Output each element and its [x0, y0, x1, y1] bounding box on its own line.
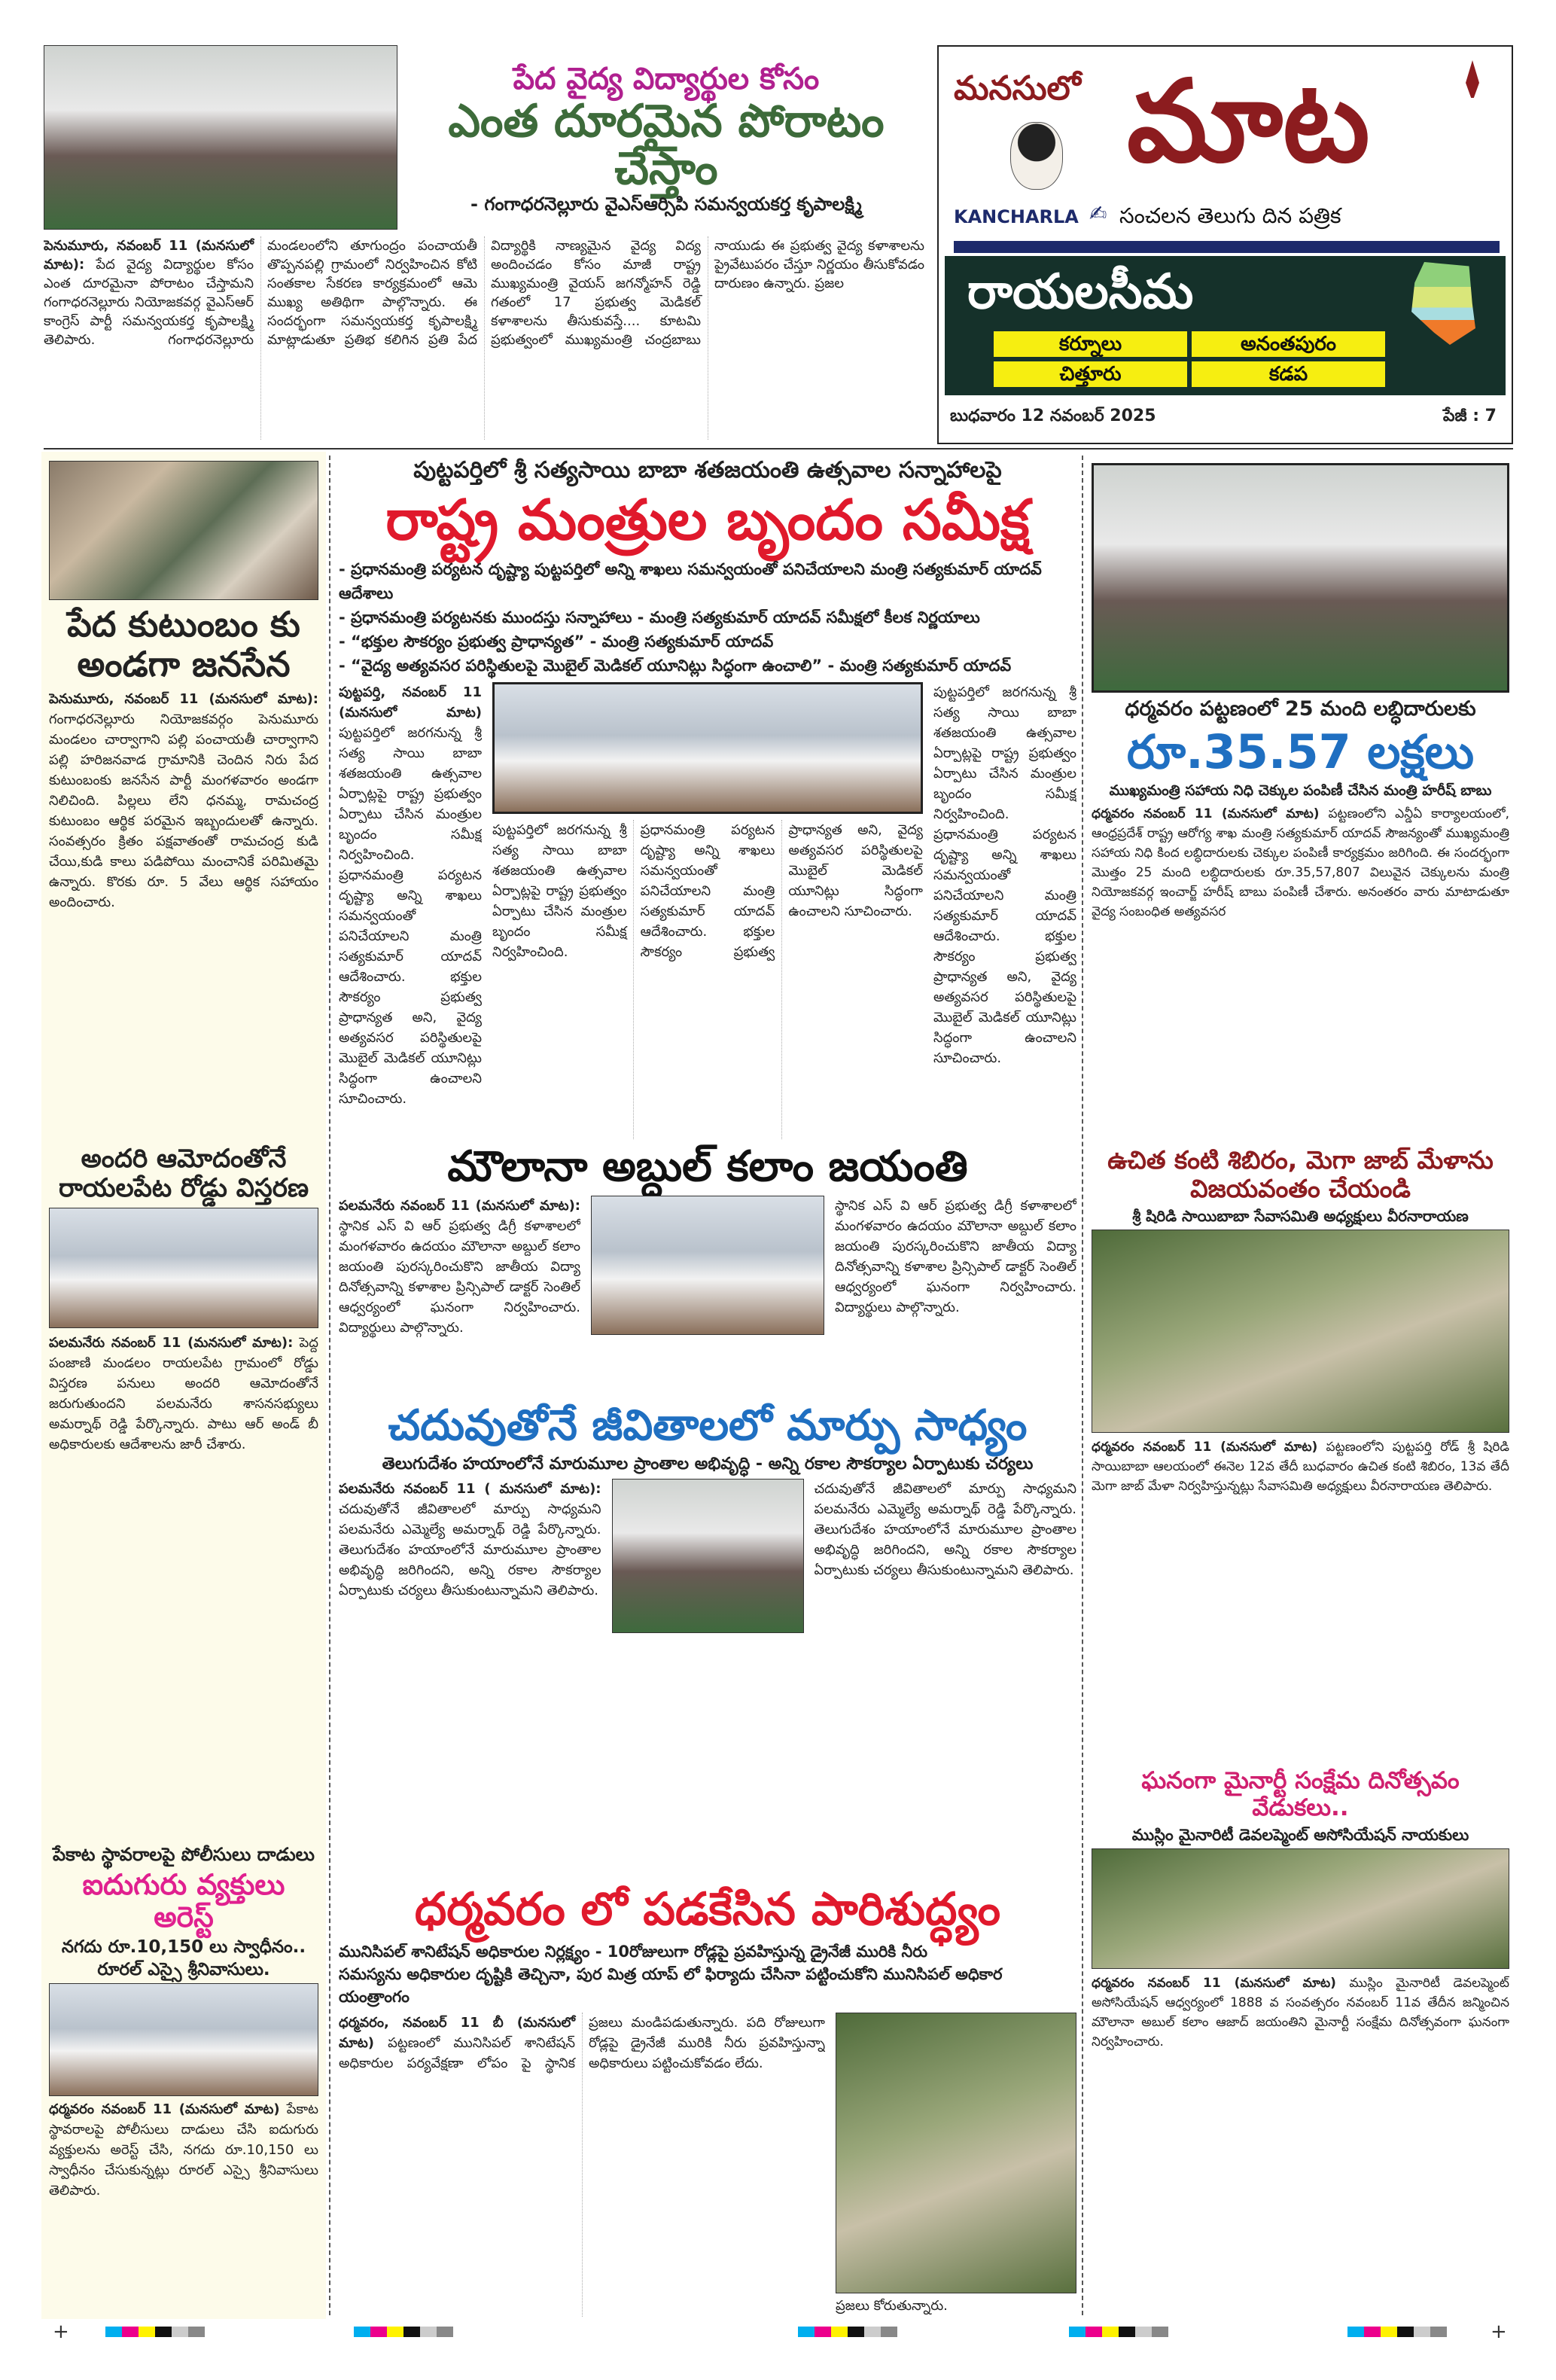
sanitation-subheads [339, 1940, 1076, 2008]
right-story1-headline: రూ.35.57 లక్షలు [1126, 724, 1475, 780]
top-story-kicker: పేద వైద్య విద్యార్థుల కోసం [513, 62, 820, 97]
sanitation-headline: ధర్మవరం లో పడకేసిన పారిశుద్ధ్యం [414, 1883, 1001, 1936]
subhead-line: మునిసిపల్ శానిటేషన్ అధికారుల నిర్లక్ష్యం - 10రోజులుగా రోడ్లపై ప్రవహిస్తున్న డ్రైనేజీ మురికి నీరు [339, 1943, 928, 1961]
writing-hand-icon: ✍ [1089, 201, 1107, 226]
dateline: ధర్మవరం నవంబర్ 11 (మనసులో మాట) [49, 2101, 280, 2117]
tagline: సంచలన తెలుగు దిన పత్రిక [1119, 203, 1341, 228]
main-story-kicker: పుట్టపర్తిలో శ్రీ సత్యసాయి బాబా శతజయంతి ఉత్సవాల సన్నాహాలపై [413, 457, 1002, 483]
article-text-closing: పాటు ఆర్ అండ్ బీ అధికారులకు ఆదేశాలను జారీ చేశారు. [49, 1416, 318, 1453]
article-text: గంగాధరనెల్లూరు నియోజకవర్గం పెనుమూరు మండలం చార్వాగాని పల్లి పంచాయతీ చార్వాగాని పల్లి హరిజనవాడ గ్రామానికి చెందిన నిరు పేద కుటుంబంకు జనసేన పార్టీ మంగళవారం అండగా నిలిచింది. పిల్లలు లేని ధనమ్మ, రామచంద్ర కుటుంబం ఆర్థిక పరమైన ఇబ్బందులతో ఉన్నారు. సంవత్సరం క్రితం పక్షవాతంతో రామచంద్ర కుడి చేయి,కుడి కాలు పడిపోయి మంచానికే పరిమితమై ఉన్నారు. [49, 711, 318, 890]
article-text: పుట్టపర్తిలో జరగనున్న శ్రీ సత్య సాయి బాబా శతజయంతి ఉత్సవాల ఏర్పాట్లపై రాష్ట్ర ప్రభుత్వం ఏర్పాటు చేసిన మంత్రుల బృందం సమీక్ష నిర్వహించింది. ప్రధానమంత్రి పర్యటన దృష్ట్యా అన్ని శాఖలు సమన్వయంతో పనిచేయాలని మంత్రి సత్యకుమార్ యాదవ్ ఆదేశించారు. భక్తుల సౌకర్యం ప్రభుత్వ ప్రాధాన్యత అని, వైద్య అత్యవసర పరిస్థితులపై మొబైల్ మెడికల్ యూనిట్లు సిద్ధంగా ఉంచాలని సూచించారు. [492, 821, 923, 960]
main-story-photo [492, 682, 923, 814]
dateline: పలమనేరు నవంబర్ 11 (మనసులో మాట): [339, 1198, 580, 1214]
district-anantapur: అనంతపురం [1192, 331, 1385, 357]
column-divider [1082, 456, 1083, 2315]
education-body [339, 1479, 601, 1880]
education-subhead: తెలుగుదేశం హయాంలోనే మారుమూల ప్రాంతాల అభివృద్ధి - అన్ని రకాల సౌకర్యాల ఏర్పాటుకు చర్యలు [382, 1455, 1034, 1474]
article-text: చదువుతోనే జీవితాలలో మార్పు సాధ్యమని పలమనేరు ఎమ్మెల్యే అమర్నాథ్ రెడ్డి పేర్కొన్నారు. తెలుగుదేశం హయాంలోనే మారుమూల ప్రాంతాల అభివృద్ధి జరిగిందని, అన్ని రకాల సౌకర్యాల ఏర్పాటుకు చర్యలు తీసుకుంటున్నామని తెలిపారు. [814, 1480, 1076, 1578]
bullet-item: - “వైద్య అత్యవసర పరిస్థితులపై మొబైల్ మెడికల్ యూనిట్లు సిద్ధంగా ఉంచాలి” - మంత్రి సత్యకుమార్ యాదవ్ [339, 656, 1012, 675]
article-text: స్థానిక ఎస్ వి ఆర్ ప్రభుత్వ డిగ్రీ కళాశాలలో మంగళవారం ఉదయం మౌలానా అబ్దుల్ కలాం జయంతి పురస్కరించుకొని జాతీయ విద్యా దినోత్సవాన్ని కళాశాల ప్రిన్సిపాల్ డాక్టర్ సెంతిల్ ఆధ్వర్యంలో ఘనంగా నిర్వహించారు. విద్యార్థులు పాల్గొన్నారు. [339, 1218, 580, 1336]
brand-name: KANCHARLA [954, 206, 1079, 227]
top-story-heads [407, 45, 926, 232]
right-story2-photo [1092, 1230, 1509, 1433]
article-text: పుట్టపర్తిలో జరగనున్న శ్రీ సత్య సాయి బాబా శతజయంతి ఉత్సవాల ఏర్పాట్లపై రాష్ట్ర ప్రభుత్వం ఏర్పాటు చేసిన మంత్రుల బృందం సమీక్ష నిర్వహించింది. ప్రధానమంత్రి పర్యటన దృష్ట్యా అన్ని శాఖలు సమన్వయంతో పనిచేయాలని మంత్రి సత్యకుమార్ యాదవ్ ఆదేశించారు. భక్తుల సౌకర్యం ప్రభుత్వ ప్రాధాన్యత అని, వైద్య అత్యవసర పరిస్థితులపై మొబైల్ మెడికల్ యూనిట్లు సిద్ధంగా ఉంచాలని సూచించారు. [339, 724, 482, 1107]
education-story [339, 1402, 1076, 1880]
left-story3 [49, 1845, 318, 2315]
region-map-icon [1411, 262, 1475, 345]
left-story2-headline: అందరి ఆమోదంతోనే రాయలపేట రోడ్డు విస్తరణ [58, 1144, 309, 1204]
left-story1-headline: పేద కుటుంబం కు అండగా జనసేన [67, 604, 300, 684]
story-photo [49, 461, 318, 600]
kalam-headline: మౌలానా అబ్దుల్ కలాం జయంతి [447, 1142, 968, 1191]
main-story [339, 458, 1076, 1139]
right-story3-headline: ఘనంగా మైనార్టీ సంక్షేమ దినోత్సవం వేడుకలు.. [1141, 1767, 1460, 1821]
left-story2 [49, 1144, 318, 1837]
dateline: ధర్మవరం, నవంబర్ 11 బీ (మనసులో మాట) [339, 2015, 575, 2051]
right-story2-subhead: శ్రీ షిరిడి సాయిబాబా సేవాసమితి అధ్యక్షులు వీరనారాయణ [1132, 1206, 1469, 1225]
left-story2-body [49, 1333, 318, 1837]
article-text: పట్టణంలోని ఎన్డీఏ కార్యాలయంలో, ఆంధ్రప్రదేశ్ రాష్ట్ర ఆరోగ్య శాఖ మంత్రి సత్యకుమార్ యాదవ్ సౌజన్యంతో ముఖ్యమంత్రి సహాయ నిధి కింద లబ్ధిదారులకు చెక్కుల పంపిణీ కార్యక్రమం జరిగింది. ఈ సందర్భంగా మొత్తం 25 మంది లబ్ధిదారులకు రూ.35,57,807 విలువైన చెక్కులను మంత్రి నియోజకవర్గ ఇంచార్జ్ హరీష్ బాబు పంపిణీ చేశారు. అనంతరం వారు మాటాడుతూ వైద్య సంబంధిత అత్యవసర [1092, 806, 1509, 920]
column-divider [329, 456, 330, 2315]
top-story-body [44, 236, 924, 440]
left-story3-sub1: నగదు రూ.10,150 లు స్వాధీనం.. [61, 1937, 306, 1957]
article-text: పెద్ద పంజాణి మండలం రాయలపేట గ్రామంలో రోడ్డు విస్తరణ పనులు అందరి ఆమోదంతోనే జరుగుతుందని పలమనేరు శాసనసభ్యులు అమర్నాథ్ రెడ్డి పేర్కొన్నారు. [49, 1335, 318, 1433]
crop-mark-icon: + [1491, 2321, 1507, 2343]
right-story3-body [1092, 1973, 1509, 2316]
bullet-item: - “భక్తుల సౌకర్యం ప్రభుత్వ ప్రాధాన్యత” - మంత్రి సత్యకుమార్ యాదవ్ [339, 632, 774, 651]
kalam-body-cont [835, 1196, 1076, 1399]
main-story-bullets [339, 557, 1076, 678]
dateline: ధర్మవరం నవంబర్ 11 (మనసులో మాట) [1092, 1439, 1318, 1455]
pen-nib-icon [1466, 60, 1479, 98]
district-kurnool: కర్నూలు [994, 331, 1187, 357]
right-story3-subhead: ముస్లిం మైనారిటీ డెవలప్మెంట్ అసోసియేషన్ నాయకులు [1131, 1826, 1469, 1845]
sanitation-story [339, 1884, 1076, 2317]
navy-bar [954, 241, 1500, 253]
education-body-cont [815, 1479, 1077, 1880]
color-bar [1069, 2327, 1168, 2337]
district-chittoor: చిత్తూరు [994, 361, 1187, 387]
main-story-headline: రాష్ట్ర మంత్రుల బృందం సమీక్ష [385, 487, 1030, 553]
article-text: ముస్లిం మైనారిటీ డెవలప్మెంట్ అసోసియేషన్ ఆధ్వర్యంలో 1888 వ సంవత్సరం నవంబర్ 11వ తేదీన జన్మించిన మౌలానా అబుల్ కలాం ఆజాద్ జయంతిని మైనార్టీ సంక్షేమ దినోత్సవంగా ఘనంగా నిర్వహించారు. [1092, 1976, 1509, 2050]
main-story-body-lower [492, 820, 923, 1139]
article-text: పేద వైద్య విద్యార్థుల కోసం ఎంత దూరమైనా పోరాటం చేస్తామని గంగాధరనెల్లూరు నియోజకవర్గ వైఎస్ఆర్ కాంగ్రెస్ పార్టీ సమన్వయకర్త కృపాలక్ష్మి తెలిపారు. గంగాధరనెల్లూరు మండలంలోని తూగుంద్రం పంచాయతీ తొప్పనపల్లి గ్రామంలో నిర్వహించిన కోటి సంతకాల సేకరణ కార్యక్రమంలో ఆమె ముఖ్య అతిథిగా పాల్గొన్నారు. ఈ సందర్భంగా సమన్వయకర్త కృపాలక్ష్మి మాట్లాడుతూ ప్రతిభ కలిగిన ప్రతి పేద విద్యార్థికి నాణ్యమైన వైద్య విద్య అందించడం కోసం మాజీ రాష్ట్ర ముఖ్యమంత్రి వైయస్ జగన్మోహన్ రెడ్డి గతంలో 17 ప్రభుత్వ మెడికల్ కళాశాలను తీసుకువస్తే.... కూటమి ప్రభుత్వంలో ముఖ్యమంత్రి చంద్రబాబు నాయుడు ఈ ప్రభుత్వ వైద్య కళాశాలను ప్రైవేటుపరం చేస్తూ నిర్ణయం తీసుకోవడం దారుణం ఉన్నారు. ప్రజల [44, 238, 924, 348]
dateline: పలమనేరు నవంబర్ 11 ( మనసులో మాట): [339, 1480, 601, 1497]
education-photo [612, 1479, 804, 1633]
right-story2 [1092, 1146, 1509, 1763]
color-bar [354, 2327, 453, 2337]
left-story1 [49, 461, 318, 1138]
subhead-line: సమస్యను అధికారుల దృష్టికి తెచ్చినా, పుర మిత్ర యాప్ లో ఫిర్యాదు చేసినా పట్టించుకోని మునిసిపల్ అధికార యంత్రాంగం [339, 1965, 1003, 2006]
article-text: పట్టణంలోని పుట్టపర్తి రోడ్ శ్రీ షిరిడి సాయిబాబా ఆలయంలో ఈనెల 12వ తేదీ బుధవారం ఉచిత కంటి శిబిరం, 13వ తేదీ మెగా జాబ్ మేళా నిర్వహిస్తున్నట్లు సేవాసమితి అధ్యక్షులు వీరనారాయణ తెలిపారు. [1092, 1439, 1509, 1494]
article-text: పేకాట స్థావరాలపై పోలీసులు దాడులు చేసి ఐదుగురు వ్యక్తులను అరెస్ట్ చేసి, నగదు రూ.10,150 లు స్వాధీనం చేసుకున్నట్లు రూరల్ ఎస్సై శ్రీనివాసులు తెలిపారు. [49, 2101, 318, 2199]
right-story3 [1092, 1768, 1509, 2316]
top-story-headline: ఎంత దూరమైన పోరాటం చేస్తాం [448, 95, 885, 196]
main-story-body-cont [933, 682, 1076, 1139]
top-story-photo [44, 45, 397, 230]
region-banner [945, 256, 1506, 395]
right-story1 [1092, 463, 1509, 1141]
dateline: పుట్టపర్తి, నవంబర్ 11 (మనసులో మాట) [339, 684, 482, 721]
masthead [937, 45, 1513, 444]
kalam-story [339, 1143, 1076, 1399]
right-story1-body [1092, 804, 1509, 1141]
dateline: పలమనేరు నవంబర్ 11 (మనసులో మాట): [49, 1335, 294, 1352]
crop-mark-icon: + [53, 2321, 69, 2343]
right-story1-photo [1092, 463, 1509, 693]
right-story3-photo [1092, 1848, 1509, 1969]
sanitation-body [339, 2013, 825, 2317]
right-story2-headline: ఉచిత కంటి శిబిరం, మెగా జాబ్ మేళాను విజయవంతం చేయండి [1107, 1145, 1494, 1203]
district-kadapa: కడప [1192, 361, 1385, 387]
color-bar [798, 2327, 897, 2337]
dateline: ధర్మవరం నవంబర్ 11 (మనసులో మాట) [1092, 1976, 1336, 1991]
bullet-item: - ప్రధానమంత్రి పర్యటన దృష్ట్యా పుట్టపర్తిలో అన్ని శాఖలు సమన్వయంతో పనిచేయాలని మంత్రి సత్యకుమార్ యాదవ్ ఆదేశాలు [339, 559, 1042, 602]
right-story2-body [1092, 1437, 1509, 1763]
left-story3-body [49, 2099, 318, 2315]
dateline: పెనుమూరు, నవంబర్ 11 (మనసులో మాట): [44, 238, 254, 273]
page-number: పేజీ : 7 [1442, 407, 1497, 425]
top-story-byline: - గంగాధరనెల్లూరు వైఎస్ఆర్సిపి సమన్వయకర్త కృపాలక్ష్మి [470, 194, 862, 215]
color-bar [105, 2327, 205, 2337]
region-title: రాయలసీమ [967, 264, 1194, 320]
kalam-photo [591, 1196, 824, 1335]
article-text: పుట్టపర్తిలో జరగనున్న శ్రీ సత్య సాయి బాబా శతజయంతి ఉత్సవాల ఏర్పాట్లపై రాష్ట్ర ప్రభుత్వం ఏర్పాటు చేసిన మంత్రుల బృందం సమీక్ష నిర్వహించింది. ప్రధానమంత్రి పర్యటన దృష్ట్యా అన్ని శాఖలు సమన్వయంతో పనిచేయాలని మంత్రి సత్యకుమార్ యాదవ్ ఆదేశించారు. భక్తుల సౌకర్యం ప్రభుత్వ ప్రాధాన్యత అని, వైద్య అత్యవసర పరిస్థితులపై మొబైల్ మెడికల్ యూనిట్లు సిద్ధంగా ఉంచాలని సూచించారు. [933, 684, 1076, 1066]
article-text: చదువుతోనే జీవితాలలో మార్పు సాధ్యమని పలమనేరు ఎమ్మెల్యే అమర్నాథ్ రెడ్డి పేర్కొన్నారు. తెలుగుదేశం హయాంలోనే మారుమూల ప్రాంతాల అభివృద్ధి జరిగిందని, అన్ని రకాల సౌకర్యాల ఏర్పాటుకు చర్యలు తీసుకుంటున్నామని తెలిపారు. [339, 1501, 601, 1598]
main-story-body [339, 682, 482, 1139]
horizontal-rule [44, 448, 1513, 449]
color-bar [1347, 2327, 1447, 2337]
left-story3-kicker: పేకాట స్థావరాలపై పోలీసులు దాడులు [53, 1844, 315, 1865]
mascot-face-icon [1010, 122, 1063, 190]
story-photo [49, 1983, 318, 2096]
left-story1-body [49, 689, 318, 1138]
education-headline: చదువుతోనే జీవితాలలో మార్పు సాధ్యం [388, 1401, 1028, 1450]
photo-caption: ప్రజలు కోరుతున్నారు. [836, 2298, 948, 2314]
right-story1-subhead: ముఖ్యమంత్రి సహాయ నిధి చెక్కుల పంపిణీ చేసిన మంత్రి హరీష్ బాబు [1109, 782, 1492, 800]
article-text: స్థానిక ఎస్ వి ఆర్ ప్రభుత్వ డిగ్రీ కళాశాలలో మంగళవారం ఉదయం మౌలానా అబ్దుల్ కలాం జయంతి పురస్కరించుకొని జాతీయ విద్యా దినోత్సవాన్ని కళాశాల ప్రిన్సిపాల్ డాక్టర్ సెంతిల్ ఆధ్వర్యంలో ఘనంగా నిర్వహించారు. విద్యార్థులు పాల్గొన్నారు. [835, 1198, 1076, 1316]
logo-small: మనసులో [954, 69, 1081, 108]
article-text-closing: కొరకు రూ. 5 వేలు ఆర్థిక సహాయం అందించారు. [49, 873, 318, 910]
bullet-item: - ప్రధానమంత్రి పర్యటనకు ముందస్తు సన్నాహాలు - మంత్రి సత్యకుమార్ యాదవ్ సమీక్షలో కీలక నిర్ణయాలు [339, 608, 980, 626]
left-story3-headline: ఐదుగురు వ్యక్తులు అరెస్ట్ [82, 1867, 285, 1934]
story-photo [49, 1208, 318, 1328]
logo-big: మాట [1127, 56, 1370, 187]
dateline: పెనుమూరు, నవంబర్ 11 (మనసులో మాట): [49, 690, 318, 707]
left-story3-sub2: రూరల్ ఎస్సై శ్రీనివాసులు. [97, 1960, 270, 1980]
article-text: పట్టణంలో మునిసిపల్ శానిటేషన్ అధికారుల పర్యవేక్షణా లోపం పై స్థానిక ప్రజలు మండిపడుతున్నారు. పది రోజులుగా రోడ్లపై డ్రైనేజీ మురికి నీరు ప్రవహిస్తున్నా అధికారులు పట్టించుకోవడం లేదు. [339, 2015, 825, 2071]
right-story1-kicker: ధర్మవరం పట్టణంలో 25 మంది లబ్ధిదారులకు [1125, 697, 1476, 721]
issue-date: బుధవారం 12 నవంబర్ 2025 [950, 407, 1156, 425]
sanitation-photo [836, 2013, 1076, 2293]
kalam-body [339, 1196, 580, 1399]
dateline: ధర్మవరం నవంబర్ 11 (మనసులో మాట) [1092, 806, 1320, 822]
